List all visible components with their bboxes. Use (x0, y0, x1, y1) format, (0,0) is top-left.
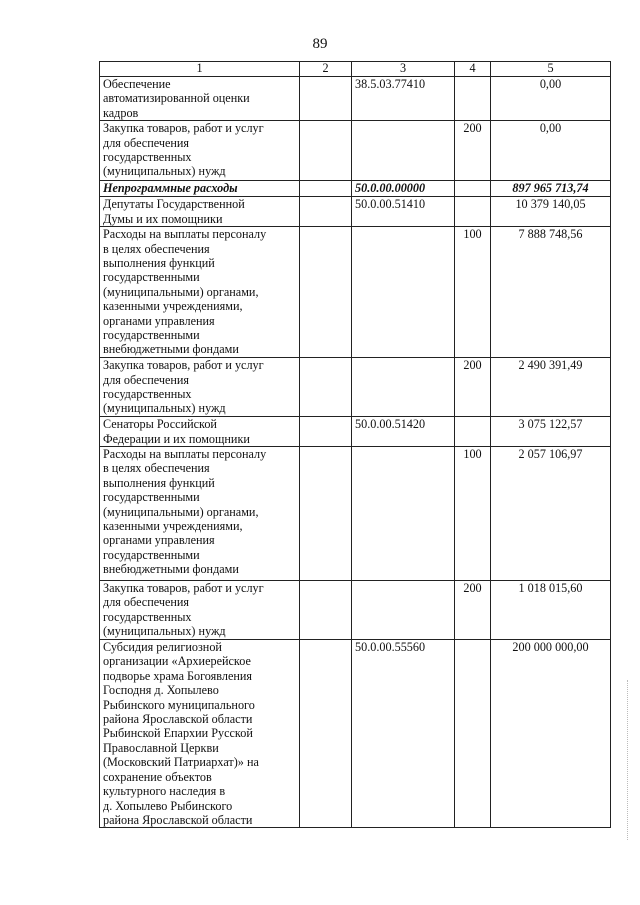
row-amount-text: 3 075 122,57 (518, 417, 583, 432)
page-number: 89 (312, 36, 328, 52)
table-body (100, 77, 611, 828)
table-row (100, 640, 611, 828)
row-type-cell (455, 447, 491, 581)
row-type-cell (455, 121, 491, 181)
row-code-cell (352, 77, 455, 121)
row-name-text: Субсидия религиозной организации «Архиерейское подворье храма Богоявления Господня д. Хопылево Рыбинского муниципального района Ярославской области Рыбинской Епархии Русской Православной Церкви (Московский Патриархат)» на сохранение объектов культурного наследия в д. Хопылево Рыбинского района Ярославской области (103, 640, 259, 827)
row-name-cell (100, 121, 300, 181)
row-name-cell (100, 417, 300, 447)
table-row (100, 197, 611, 227)
row-col2-cell (300, 581, 352, 640)
row-amount-text: 7 888 748,56 (518, 227, 583, 242)
header-col-1: 1 (100, 62, 300, 77)
row-name-cell (100, 197, 300, 227)
row-amount-cell (491, 181, 611, 197)
row-amount-cell (491, 581, 611, 640)
row-type-cell (455, 197, 491, 227)
row-amount-text: 0,00 (539, 77, 562, 91)
table-row (100, 417, 611, 447)
row-type-text: 200 (463, 581, 482, 596)
row-code-text: 50.0.00.51410 (355, 197, 426, 212)
row-code-cell (352, 121, 455, 181)
row-code-cell (352, 581, 455, 640)
row-name-cell (100, 77, 300, 121)
header-col-2: 2 (300, 62, 352, 77)
table-header-row (100, 62, 611, 77)
row-code-cell (352, 197, 455, 227)
row-name-text: Закупка товаров, работ и услуг для обеспечения государственных (муниципальных) нужд (103, 581, 264, 639)
header-col-5: 5 (491, 62, 611, 77)
row-code-cell (352, 227, 455, 358)
table-row (100, 581, 611, 640)
row-amount-text: 0,00 (539, 121, 562, 136)
row-col2-cell (300, 417, 352, 447)
row-code-text: 38.5.03.77410 (355, 77, 426, 91)
row-amount-cell (491, 227, 611, 358)
row-type-cell (455, 417, 491, 447)
row-amount-text: 1 018 015,60 (518, 581, 583, 596)
row-type-text: 100 (463, 227, 482, 242)
row-code-cell (352, 640, 455, 828)
scan-edge-mark (627, 680, 629, 840)
row-amount-cell (491, 358, 611, 417)
table-row (100, 358, 611, 417)
table-row (100, 227, 611, 358)
row-name-cell (100, 447, 300, 581)
table-row (100, 181, 611, 197)
row-code-cell (352, 447, 455, 581)
row-name-text: Сенаторы Российской Федерации и их помощники (103, 417, 250, 446)
row-col2-cell (300, 121, 352, 181)
row-col2-cell (300, 227, 352, 358)
table-row (100, 447, 611, 581)
row-amount-text: 200 000 000,00 (512, 640, 589, 655)
row-amount-cell (491, 640, 611, 828)
row-type-text: 200 (463, 358, 482, 373)
table-row (100, 77, 611, 121)
row-name-text: Расходы на выплаты персоналу в целях обеспечения выполнения функций государственными (муниципальными) органами, казенными учреждениями, органами управления государственными внебюджетными фондами (103, 227, 267, 357)
row-amount-text: 10 379 140,05 (515, 197, 586, 212)
header-col-4: 4 (455, 62, 491, 77)
row-type-cell (455, 77, 491, 121)
row-code-text: 50.0.00.51420 (355, 417, 426, 432)
row-amount-text: 897 965 713,74 (512, 181, 589, 196)
row-amount-cell (491, 197, 611, 227)
row-amount-text: 2 057 106,97 (518, 447, 583, 462)
budget-table (99, 61, 611, 828)
row-col2-cell (300, 197, 352, 227)
row-col2-cell (300, 181, 352, 197)
row-col2-cell (300, 447, 352, 581)
row-name-text: Непрограммные расходы (103, 181, 238, 196)
row-name-cell (100, 358, 300, 417)
row-col2-cell (300, 358, 352, 417)
row-amount-cell (491, 447, 611, 581)
row-name-text: Депутаты Государственной Думы и их помощники (103, 197, 245, 226)
row-name-text: Обеспечение автоматизированной оценки кадров (103, 77, 250, 120)
row-amount-cell (491, 417, 611, 447)
row-type-cell (455, 227, 491, 358)
row-type-cell (455, 358, 491, 417)
row-code-cell (352, 181, 455, 197)
row-name-text: Расходы на выплаты персоналу в целях обеспечения выполнения функций государственными (муниципальными) органами, казенными учреждениями, органами управления государственными внебюджетными фондами (103, 447, 267, 577)
row-type-cell (455, 640, 491, 828)
row-type-cell (455, 181, 491, 197)
row-name-cell (100, 640, 300, 828)
row-type-text: 200 (463, 121, 482, 136)
row-code-text: 50.0.00.55560 (355, 640, 426, 655)
header-col-3: 3 (352, 62, 455, 77)
row-code-cell (352, 358, 455, 417)
row-amount-cell (491, 77, 611, 121)
row-name-text: Закупка товаров, работ и услуг для обеспечения государственных (муниципальных) нужд (103, 121, 264, 179)
row-code-text: 50.0.00.00000 (355, 181, 426, 196)
row-type-cell (455, 581, 491, 640)
row-col2-cell (300, 640, 352, 828)
row-type-text: 100 (463, 447, 482, 462)
row-code-cell (352, 417, 455, 447)
row-name-cell (100, 181, 300, 197)
row-name-text: Закупка товаров, работ и услуг для обеспечения государственных (муниципальных) нужд (103, 358, 264, 416)
table-row (100, 121, 611, 181)
row-col2-cell (300, 77, 352, 121)
row-amount-text: 2 490 391,49 (518, 358, 583, 373)
row-name-cell (100, 581, 300, 640)
row-amount-cell (491, 121, 611, 181)
row-name-cell (100, 227, 300, 358)
